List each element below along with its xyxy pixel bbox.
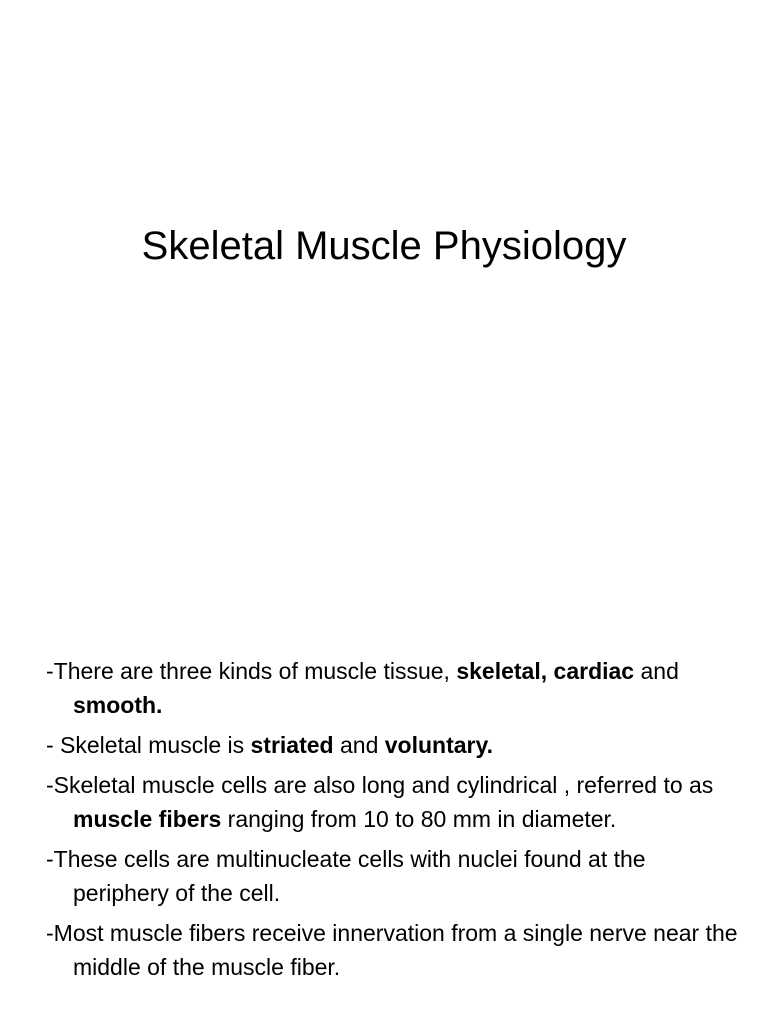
bullet-muscle-fibers xyxy=(46,768,746,836)
bullet-term-cardiac: cardiac xyxy=(553,658,635,684)
bullet-term-voluntary: voluntary. xyxy=(384,732,493,758)
bullet-text: -Most muscle fibers receive innervation from a single nerve near the middle of the muscle fiber. xyxy=(46,920,738,980)
bullet-multinucleate xyxy=(46,842,746,910)
bullet-striated-voluntary xyxy=(46,728,746,762)
bullet-term-muscle-fibers: muscle fibers xyxy=(73,806,222,832)
content-slide xyxy=(0,640,768,1024)
bullet-term-skeletal: skeletal, xyxy=(456,658,548,684)
bullet-text: and xyxy=(333,732,385,758)
bullet-text: ranging from 10 to 80 mm in diameter. xyxy=(221,806,617,832)
bullet-text: and xyxy=(634,658,679,684)
bullet-list xyxy=(46,654,746,990)
bullet-text: -These cells are multinucleate cells with nuclei found at the periphery of the cell. xyxy=(46,846,646,906)
bullet-term-smooth: smooth. xyxy=(73,692,163,718)
bullet-innervation xyxy=(46,916,746,984)
bullet-text: -There are three kinds of muscle tissue, xyxy=(46,658,457,684)
bullet-text: -Skeletal muscle cells are also long and cylindrical , referred to as xyxy=(46,772,714,798)
slide-title: Skeletal Muscle Physiology xyxy=(141,224,627,268)
bullet-text: - Skeletal muscle is xyxy=(46,732,251,758)
bullet-muscle-kinds xyxy=(46,654,746,722)
bullet-term-striated: striated xyxy=(250,732,334,758)
